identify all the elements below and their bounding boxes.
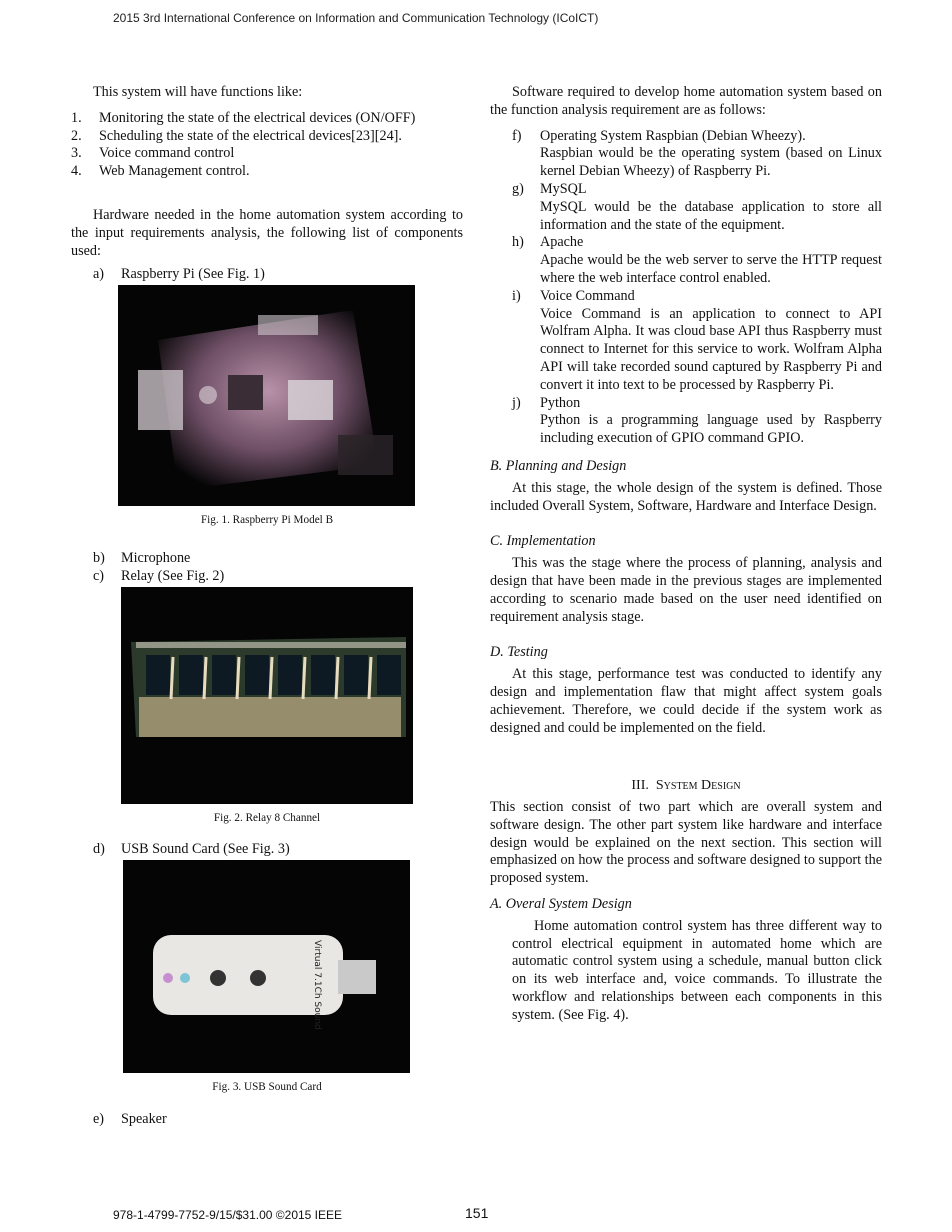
section-iii-text: This section consist of two part which are overall system and software design. The other part system like hardware and interface design would be explained on the next section. This section will emphasized on how the process and software designed to support the proposed system. [490,799,882,887]
list-item [490,234,882,287]
hardware-intro: Hardware needed in the home automation system according to the input requirements analysis, the following list of components used: [71,206,463,259]
list-title: MySQL [540,180,587,197]
list-item [490,288,882,395]
section-d-heading: D. Testing [490,644,548,661]
list-item [490,128,882,181]
section-number: III. [631,778,649,794]
functions-intro: This system will have functions like: [93,84,303,100]
list-item [71,841,463,859]
relay-photo [121,587,413,804]
conference-header: 2015 3rd International Conference on Information and Communication Technology (ICoICT) [113,11,599,25]
list-text: Speaker [121,1110,167,1127]
figure-2-caption: Fig. 2. Relay 8 Channel [213,811,321,824]
list-item [71,128,463,146]
section-c-heading: C. Implementation [490,533,596,550]
raspberry-pi-photo [118,285,415,506]
list-text: Monitoring the state of the electrical devices (ON/OFF) [99,109,416,126]
figure-3-caption: Fig. 3. USB Sound Card [212,1081,322,1094]
hardware-list-cont [71,550,463,586]
list-marker: h) [512,234,524,251]
list-item [490,181,882,234]
section-b-text: At this stage, the whole design of the system is defined. Those included Overall System, Software, Hardware and Interface Design. [490,479,882,514]
figure-1-caption: Fig. 1. Raspberry Pi Model B [200,514,334,527]
list-item [71,145,463,163]
list-marker: d) [93,841,105,858]
list-item [490,395,882,448]
list-number: 3. [71,145,82,162]
list-text: Relay (See Fig. 2) [121,567,225,584]
functions-list [71,110,463,181]
list-item [71,568,463,586]
section-a-heading: A. Overal System Design [490,896,632,913]
page-number: 151 [465,1205,489,1221]
list-item [71,550,463,568]
list-title: Apache [540,234,584,251]
list-text: Voice command control [99,145,235,162]
figure-usb-sound-card [123,860,410,1073]
section-c-text: This was the stage where the process of planning, analysis and design that have been made in the previous stages are implemented according to scenario made based on the user need identified on requirement analysis stage. [490,555,882,625]
section-b-heading: B. Planning and Design [490,457,627,474]
section-a-text: Home automation control system has three different way to control electrical equipment in automated home which are automatic control system using a schedule, manual button click on its web interface and, voice commands. To illustrate the workflow and relationships between each components in this system. (See Fig. 4). [512,917,882,1023]
list-description: MySQL would be the database application to store all information and the state of the equipment. [540,198,882,233]
section-d-text: At this stage, performance test was conducted to identify any design and implementation flaw that might affect system goals achievement. Therefore, we could decide if the system work as designed and could be implemented on the field. [490,666,882,736]
list-description: Raspbian would be the operating system (based on Linux kernel Debian Wheezy) of Raspberry Pi. [540,145,882,180]
list-item [71,110,463,128]
list-item [71,266,463,284]
hardware-list-cont3 [71,1111,463,1129]
list-text: Web Management control. [99,163,250,180]
figure-relay [121,587,413,804]
hardware-list-cont2 [71,841,463,859]
list-marker: c) [93,567,105,584]
list-text: Microphone [121,549,191,566]
hardware-list [71,266,463,284]
section-iii-heading [490,777,882,795]
list-marker: b) [93,549,105,566]
software-list [490,128,882,448]
left-column [71,84,463,1129]
list-title: Voice Command [540,287,635,304]
list-text: USB Sound Card (See Fig. 3) [121,841,290,858]
list-marker: a) [93,266,105,283]
list-item [71,1111,463,1129]
list-number: 1. [71,109,82,126]
list-marker: f) [512,127,522,144]
figure-raspberry-pi [118,285,415,506]
footer-isbn: 978-1-4799-7752-9/15/$31.00 ©2015 IEEE [113,1208,343,1222]
usb-sound-card-photo [123,860,410,1073]
list-text: Scheduling the state of the electrical devices[23][24]. [99,127,402,144]
list-text: Raspberry Pi (See Fig. 1) [121,266,265,283]
list-marker: i) [512,287,521,304]
list-title: Operating System Raspbian (Debian Wheezy). [540,127,806,144]
right-column [490,84,882,1025]
list-marker: j) [512,394,521,411]
software-intro: Software required to develop home automation system based on the function analysis requirement are as follows: [490,84,882,118]
list-marker: e) [93,1110,105,1127]
section-name: System Design [655,778,741,794]
sound-card-label: Virtual 7.1Ch Sound [312,940,322,1030]
list-item [71,163,463,181]
list-description: Python is a programming language used by Raspberry including execution of GPIO command GPIO. [540,412,882,447]
list-marker: g) [512,180,524,197]
list-title: Python [540,394,581,411]
list-number: 2. [71,127,82,144]
list-description: Voice Command is an application to connect to API Wolfram Alpha. It was cloud base API thus Raspberry must connect to Internet for this service to work. Wolfram Alpha API will take recorded sound captured by Raspberry Pi and convert it into text to be processed by Raspberry Pi. [540,305,882,393]
list-description: Apache would be the web server to serve the HTTP request where the web interface control enabled. [540,252,882,286]
list-number: 4. [71,163,82,180]
